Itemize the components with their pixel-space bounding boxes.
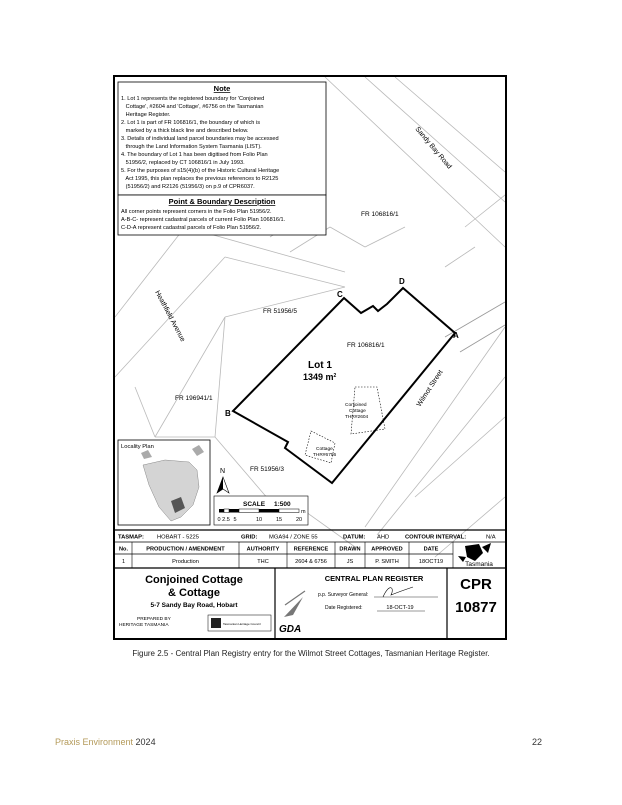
scale-value: 1:500	[274, 501, 291, 508]
table-cell: Production	[172, 559, 199, 565]
grid-value: MGA94 / ZONE 55	[269, 534, 318, 541]
parcel-label: FR 51956/3	[250, 466, 284, 473]
datum-label: DATUM:	[343, 534, 366, 541]
building-label: Cottage	[349, 409, 366, 414]
note-line: 2. Lot 1 is part of FR 106816/1, the boundary of which is	[121, 120, 260, 126]
table-row	[122, 559, 443, 565]
note-line: 3. Details of individual land parcel boundaries may be accessed	[121, 136, 279, 142]
note-box	[118, 82, 326, 195]
cpr-label: CPR	[460, 576, 492, 593]
corner-point-c: C	[337, 290, 343, 299]
north-arrow	[217, 468, 229, 493]
page-number: 22	[531, 737, 542, 747]
table-header: PRODUCTION / AMENDMENT	[146, 546, 225, 553]
corner-point-a: A	[453, 331, 459, 340]
corner-point-d: D	[399, 277, 405, 286]
cadastral-plan	[113, 75, 507, 640]
footer-company-name: Praxis Environment	[55, 737, 134, 747]
date-registered-label: Date Registered:	[325, 605, 363, 611]
parcel-label: FR 51956/5	[263, 308, 297, 315]
date-registered-value: 18-OCT-19	[386, 605, 414, 611]
scale-tick: 5	[233, 517, 237, 523]
table-header: REFERENCE	[293, 546, 329, 553]
table-cell: 18OCT19	[418, 559, 444, 565]
note-line: (51956/2) and R2126 (51956/3) on p.9 of CPR6037.	[121, 184, 255, 190]
road-label-heathfield: Heathfield Avenue	[153, 289, 187, 344]
table-cell: 2604 & 6756	[295, 559, 327, 565]
note-line: Heritage Register.	[121, 112, 171, 118]
parcel-label: FR 106816/1	[361, 211, 399, 218]
heritage-council-logo: Tasmanian Heritage Council	[223, 622, 261, 626]
scale-tick: 15	[275, 517, 283, 523]
note-line: 4. The boundary of Lot 1 has been digitised from Folio Plan	[121, 152, 268, 158]
north-label: N	[220, 468, 226, 475]
corner-point-b: B	[225, 409, 231, 418]
boundary-title: Point & Boundary Description	[168, 197, 276, 206]
locality-plan	[118, 440, 210, 525]
scale-tick: 0	[217, 517, 221, 523]
tasmania-logo	[458, 543, 493, 568]
footer-company	[55, 737, 156, 747]
locality-label: Locality Plan	[121, 444, 154, 450]
road-label-wilmot: Wilmot Street	[415, 369, 445, 409]
table-header: APPROVED	[371, 546, 403, 553]
tasmania-logo-text: Tasmania	[465, 561, 493, 568]
note-line: through the Land Information System Tasmania (LIST).	[121, 144, 262, 150]
note-line: marked by a thick black line and described below.	[121, 128, 249, 134]
table-cell: 1	[121, 559, 126, 565]
note-title: Note	[213, 84, 231, 93]
road-edges	[445, 302, 505, 352]
boundary-line: All corner points represent corners in the Folio Plan 51956/2.	[121, 209, 272, 215]
table-header: DATE	[423, 546, 439, 553]
boundary-line: C-D-A represent cadastral parcels of Folio Plan 51956/2.	[121, 225, 262, 231]
scale-tick: 20	[295, 517, 303, 523]
note-line: 1. Lot 1 represents the registered boundary for 'Conjoined	[121, 96, 265, 102]
building-label: THR#2604	[345, 415, 369, 420]
note-line: 5. For the purposes of s15(4)(b) of the Historic Cultural Heritage	[121, 168, 280, 174]
boundary-line: A-B-C- represent cadastral parcels of current Folio Plan 106816/1.	[121, 217, 286, 223]
amendment-table	[115, 542, 505, 568]
table-header: AUTHORITY	[246, 546, 280, 553]
table-cell: JS	[346, 559, 354, 565]
tasmap-value: HOBART - 5225	[157, 534, 199, 541]
table-cell: THC	[257, 559, 269, 565]
prepared-by: PREPARED BY	[137, 617, 171, 622]
building-label: Cottage	[316, 447, 333, 452]
gda-logo: GDA	[279, 624, 302, 635]
table-cell: P. SMITH	[375, 559, 399, 565]
contour-label: CONTOUR INTERVAL:	[405, 534, 467, 541]
parcel-label: FR 106816/1	[347, 342, 385, 349]
site-address: 5-7 Sandy Bay Road, Hobart	[150, 602, 238, 609]
prepared-by-org: HERITAGE TASMANIA	[119, 623, 169, 628]
lot-1-boundary	[233, 288, 455, 483]
title-block	[119, 568, 497, 638]
scale-tick: 10	[255, 517, 263, 523]
note-line: Cottage', #2604 and 'Cottage', #6756 on the Tasmanian	[121, 104, 264, 110]
site-name-line1: Conjoined Cottage	[145, 574, 243, 586]
scale-bar	[214, 496, 308, 525]
road-label-sandy-bay: Sandy Bay Road	[413, 125, 453, 171]
note-line: Act 1995, this plan replaces the previous references to R2125	[121, 176, 279, 182]
boundary-description-box	[118, 195, 326, 235]
scale-tick: 2.5	[222, 517, 230, 523]
parcel-label: FR 196941/1	[175, 395, 213, 402]
lot-title: Lot 1	[308, 360, 332, 371]
note-line: 51956/2, replaced by CT 106816/1 in July 1993.	[121, 160, 245, 166]
building-label: THR#6756	[313, 453, 337, 458]
tasmap-label: TASMAP:	[118, 534, 144, 541]
surveyor-general-label: p.p. Surveyor General:	[318, 592, 369, 598]
grid-label: GRID:	[241, 534, 258, 541]
datum-value: AHD	[377, 534, 390, 541]
footer-year: 2024	[135, 737, 156, 747]
register-title: CENTRAL PLAN REGISTER	[324, 574, 424, 583]
site-name-line2: & Cottage	[168, 587, 220, 599]
signature	[383, 587, 413, 597]
figure-caption: Figure 2.5 - Central Plan Registry entry for the Wilmot Street Cottages, Tasmanian Heritage Register.	[132, 649, 490, 658]
lot-area: 1349 $m^2$	[303, 372, 337, 382]
table-header: DRAWN	[339, 546, 361, 553]
info-strip	[115, 530, 505, 542]
table-header: No.	[118, 546, 129, 553]
cpr-number: 10877	[455, 599, 497, 616]
contour-value: N/A	[486, 534, 496, 541]
scale-unit: m	[301, 509, 306, 515]
building-label: Conjoined	[345, 403, 367, 408]
scale-label: SCALE	[243, 501, 266, 508]
